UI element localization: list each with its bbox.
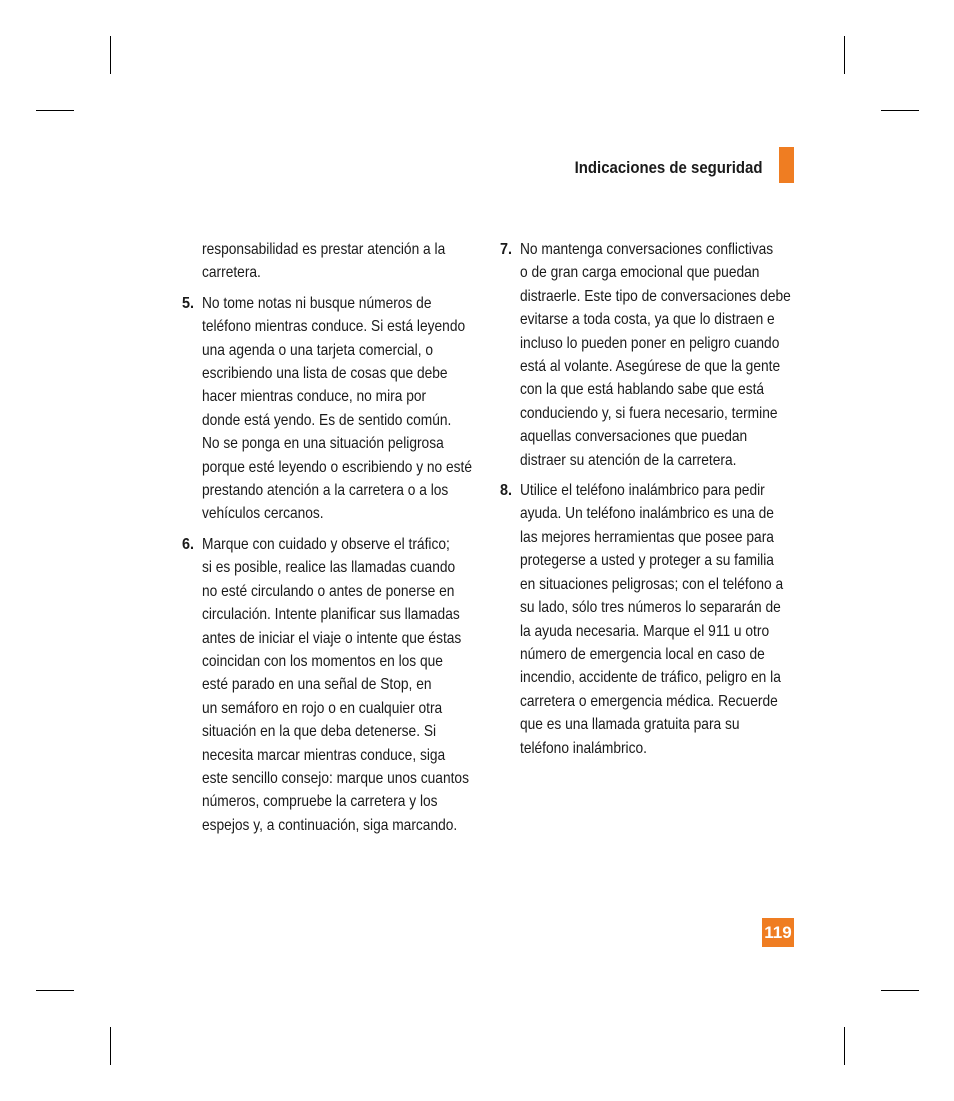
text-line: coincidan con los momentos en los que — [202, 652, 443, 670]
text-line: distraerle. Este tipo de conversaciones debe — [520, 287, 791, 305]
text-line: teléfono mientras conduce. Si está leyendo — [202, 318, 466, 336]
text-line: que es una llamada gratuita para su — [520, 716, 740, 734]
list-item — [498, 479, 798, 760]
item-number: 6. — [182, 535, 195, 553]
crop-mark-top-left-horizontal — [36, 110, 74, 111]
text-line: antes de iniciar el viaje o intente que éstas — [202, 629, 462, 647]
text-line: espejos y, a continuación, siga marcando. — [202, 816, 458, 834]
text-line: o de gran carga emocional que puedan — [520, 264, 760, 282]
text-line: Utilice el teléfono inalámbrico para pedir — [520, 482, 765, 500]
text-line: hacer mientras conduce, no mira por — [202, 388, 427, 406]
crop-mark-bottom-left-horizontal — [36, 990, 74, 991]
crop-mark-bottom-right-vertical — [844, 1027, 845, 1065]
text-line: incendio, accidente de tráfico, peligro en la — [520, 669, 781, 687]
text-line: está al volante. Asegúrese de que la gente — [520, 358, 781, 376]
text-line: escribiendo una lista de cosas que debe — [202, 365, 448, 383]
section-tab-marker — [779, 147, 794, 183]
text-line: conduciendo y, si fuera necesario, termine — [520, 404, 778, 422]
text-line: circulación. Intente planificar sus llamadas — [202, 606, 460, 624]
text-line: No tome notas ni busque números de — [202, 294, 432, 312]
text-line: vehículos cercanos. — [202, 505, 324, 523]
crop-mark-top-right-horizontal — [881, 110, 919, 111]
text-line: responsabilidad es prestar atención a la — [202, 241, 446, 258]
text-line: Marque con cuidado y observe el tráfico; — [202, 535, 450, 553]
text-line: si es posible, realice las llamadas cuando — [202, 559, 456, 577]
text-line: porque esté leyendo o escribiendo y no esté — [202, 458, 473, 476]
text-line: evitarse a toda costa, ya que lo distraen e — [520, 311, 775, 329]
text-line: este sencillo consejo: marque unos cuantos — [202, 769, 469, 787]
text-line: carretera. — [202, 264, 261, 282]
text-line: distraer su atención de la carretera. — [520, 451, 737, 469]
text-line: la ayuda necesaria. Marque el 911 u otro — [520, 622, 770, 640]
text-line: carretera o emergencia médica. Recuerde — [520, 692, 778, 710]
text-line: no esté circulando o antes de ponerse en — [202, 582, 455, 600]
text-line: donde está yendo. Es de sentido común. — [202, 411, 452, 429]
left-column — [180, 238, 480, 844]
text-line: las mejores herramientas que posee para — [520, 528, 774, 546]
text-line: número de emergencia local en caso de — [520, 645, 765, 663]
list-item — [498, 238, 798, 472]
section-title: Indicaciones de seguridad — [575, 158, 763, 177]
text-line: con la que está hablando sabe que está — [520, 381, 765, 399]
text-line: esté parado en una señal de Stop, en — [202, 676, 432, 694]
right-column — [498, 238, 798, 767]
crop-mark-top-right-vertical — [844, 36, 845, 74]
text-line: números, compruebe la carretera y los — [202, 793, 438, 811]
list-item — [180, 292, 480, 526]
text-line: su lado, sólo tres números lo separarán de — [520, 599, 781, 617]
crop-mark-top-left-vertical — [110, 36, 111, 74]
crop-mark-bottom-left-vertical — [110, 1027, 111, 1065]
text-line: necesita marcar mientras conduce, siga — [202, 746, 446, 764]
list-item — [180, 533, 480, 837]
text-line: No se ponga en una situación peligrosa — [202, 435, 444, 453]
text-line: incluso lo pueden poner en peligro cuando — [520, 334, 780, 352]
item-number: 8. — [500, 482, 513, 500]
page-number: 119 — [762, 918, 794, 947]
crop-mark-bottom-right-horizontal — [881, 990, 919, 991]
text-line: prestando atención a la carretera o a los — [202, 482, 449, 500]
text-line: aquellas conversaciones que puedan — [520, 428, 748, 446]
text-line: ayuda. Un teléfono inalámbrico es una de — [520, 505, 774, 523]
text-line: situación en la que deba detenerse. Si — [202, 723, 437, 741]
item-number: 5. — [182, 294, 195, 312]
list-item — [180, 238, 480, 285]
text-line: una agenda o una tarjeta comercial, o — [202, 341, 434, 359]
item-number: 7. — [500, 241, 513, 258]
text-line: protegerse a usted y proteger a su familia — [520, 552, 774, 570]
text-line: en situaciones peligrosas; con el teléfono a — [520, 575, 784, 593]
text-line: un semáforo en rojo o en cualquier otra — [202, 699, 443, 717]
text-line: teléfono inalámbrico. — [520, 739, 647, 757]
text-line: No mantenga conversaciones conflictivas — [520, 241, 774, 258]
